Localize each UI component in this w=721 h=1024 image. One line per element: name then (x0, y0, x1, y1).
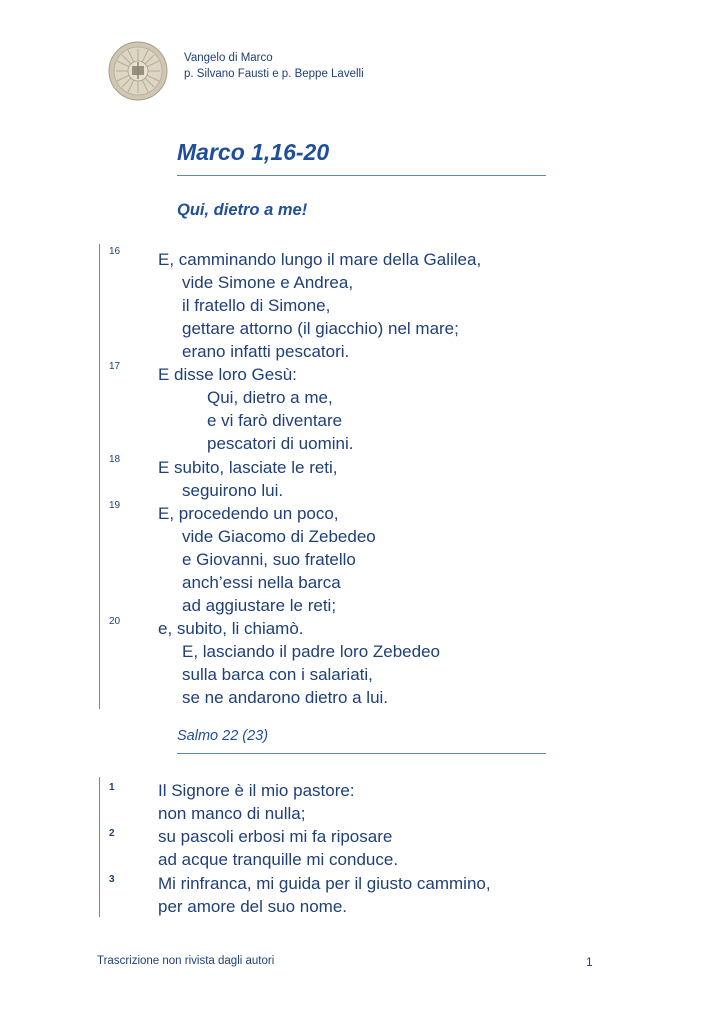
verse-line: il fratello di Simone, (182, 296, 331, 315)
verse-line: gettare attorno (il giacchio) nel mare; (182, 319, 459, 338)
document-header (184, 50, 364, 82)
verse-line: Qui, dietro a me, (207, 388, 333, 407)
verse-number: 19 (109, 500, 121, 511)
verse-line: E subito, lasciate le reti, (158, 458, 338, 477)
gospel-margin-bar (99, 244, 100, 709)
verse-line: pescatori di uomini. (207, 434, 354, 453)
header-book: Vangelo di Marco (184, 52, 273, 64)
verse-number: 18 (109, 454, 121, 465)
psalm-divider (177, 753, 546, 754)
header-authors: p. Silvano Fausti e p. Beppe Lavelli (184, 68, 364, 80)
verse-number: 2 (109, 828, 115, 839)
verse-number: 1 (109, 782, 115, 793)
psalm-line: Mi rinfranca, mi guida per il giusto cammino, (158, 874, 491, 893)
psalm-line: ad acque tranquille mi conduce. (158, 850, 399, 869)
page-number: 1 (586, 955, 593, 969)
verse-line: se ne andarono dietro a lui. (182, 688, 389, 707)
verse-line: sulla barca con i salariati, (182, 665, 373, 684)
psalm-line: non manco di nulla; (158, 804, 306, 823)
footer-note: Trascrizione non rivista dagli autori (97, 955, 275, 967)
verse-number: 17 (109, 361, 121, 372)
seal-logo (108, 41, 168, 101)
psalm-margin-bar (99, 777, 100, 917)
verse-line: E, camminando lungo il mare della Galilea, (158, 250, 482, 269)
verse-line: E, procedendo un poco, (158, 504, 339, 523)
psalm-title: Salmo 22 (23) (177, 728, 269, 744)
verse-line: E disse loro Gesù: (158, 365, 297, 384)
verse-line: ad aggiustare le reti; (182, 596, 337, 615)
verse-line: E, lasciando il padre loro Zebedeo (182, 642, 440, 661)
verse-line: anch’essi nella barca (182, 573, 341, 592)
psalm-line: Il Signore è il mio pastore: (158, 781, 355, 800)
verse-line: vide Simone e Andrea, (182, 273, 354, 292)
section-subtitle: Qui, dietro a me! (177, 201, 308, 219)
title-divider (177, 175, 546, 176)
verse-line: e Giovanni, suo fratello (182, 550, 356, 569)
verse-line: e vi farò diventare (207, 411, 343, 430)
verse-line: erano infatti pescatori. (182, 342, 350, 361)
verse-line: e, subito, li chiamò. (158, 619, 304, 638)
verse-number: 3 (109, 874, 115, 885)
verse-number: 20 (109, 616, 121, 627)
psalm-line: su pascoli erbosi mi fa riposare (158, 827, 393, 846)
verse-line: vide Giacomo di Zebedeo (182, 527, 376, 546)
psalm-line: per amore del suo nome. (158, 897, 347, 916)
verse-line: seguirono lui. (182, 481, 284, 500)
page-title: Marco 1,16-20 (177, 139, 330, 165)
verse-number: 16 (109, 246, 121, 257)
